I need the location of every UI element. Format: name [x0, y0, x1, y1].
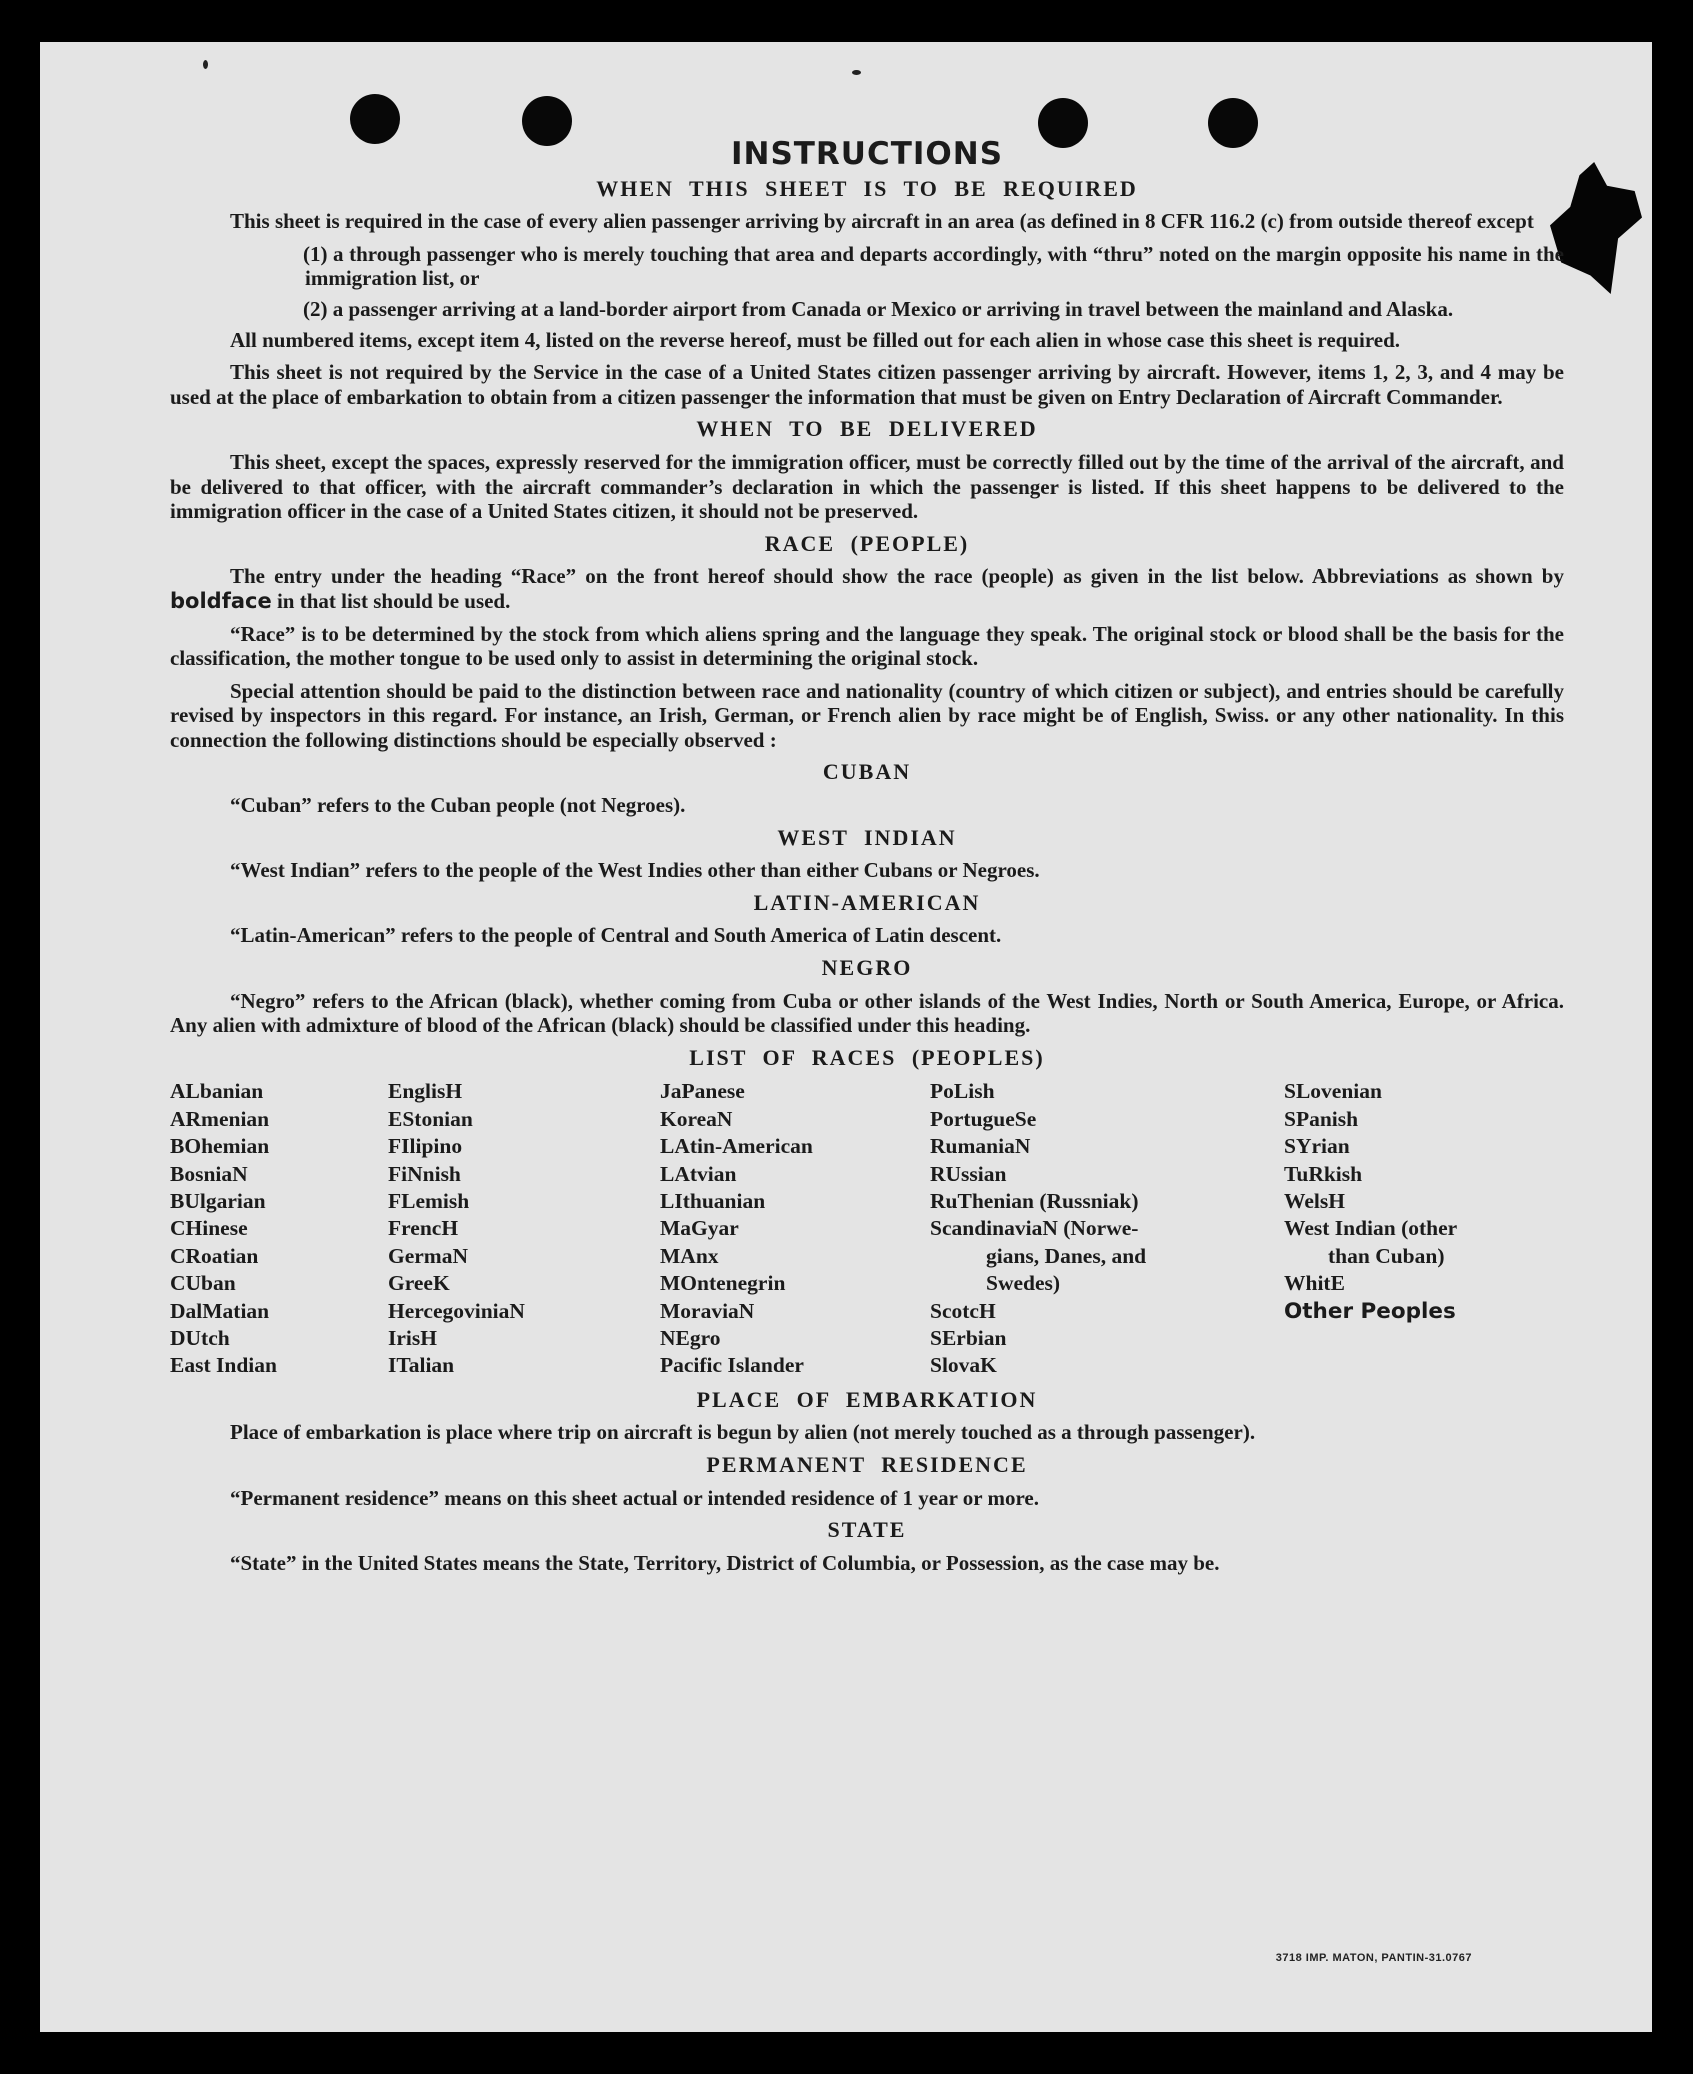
- race-entry: CRoatian: [170, 1243, 259, 1268]
- race-entry: GermaN: [388, 1243, 468, 1268]
- paragraph: This sheet, except the spaces, expressly reserved for the immigration officer, must be correctly filled out by the time of the arrival of the aircraft, and be delivered to that officer, with the aircraft commander’s declaration in which the passenger is listed. If this sheet happens to be delivered to the immigration officer in the case of a United States citizen, it should not be preserved.: [170, 449, 1564, 524]
- race-entry: Other Peoples: [1284, 1298, 1456, 1324]
- race-entry: West Indian (other: [1284, 1216, 1458, 1241]
- paragraph: “Race” is to be determined by the stock from which aliens spring and the language they speak. The original stock or blood shall be the basis for the classification, the mother tongue to be used only to assist in determining the original stock.: [170, 621, 1564, 671]
- race-entry: BOhemian: [170, 1134, 270, 1159]
- punch-hole: [1208, 98, 1258, 148]
- race-entry: PortugueSe: [930, 1106, 1037, 1131]
- race-entry: BosniaN: [170, 1161, 248, 1186]
- paragraph: “Cuban” refers to the Cuban people (not Negroes).: [230, 793, 686, 818]
- paragraph: “Latin-American” refers to the people of Central and South America of Latin descent.: [230, 923, 1002, 948]
- race-entry: KoreaN: [660, 1106, 733, 1131]
- heading-delivered: WHEN TO BE DELIVERED: [696, 416, 1038, 442]
- races-column: [660, 1078, 930, 1379]
- race-entry-continued: than Cuban): [1328, 1243, 1445, 1268]
- race-entry: RuThenian (Russniak): [930, 1189, 1139, 1214]
- race-entry: GreeK: [388, 1271, 450, 1296]
- race-entry: DalMatian: [170, 1298, 270, 1323]
- race-entry: BUlgarian: [170, 1189, 266, 1214]
- document-page: [40, 42, 1652, 2032]
- heading-negro: NEGRO: [821, 955, 913, 981]
- ink-speck: [203, 60, 208, 69]
- punch-hole: [1038, 98, 1088, 148]
- ink-speck: [852, 70, 861, 75]
- page-title: INSTRUCTIONS: [730, 136, 1004, 172]
- heading-list-of-races: LIST OF RACES (PEOPLES): [689, 1044, 1045, 1070]
- race-entry: RumaniaN: [930, 1134, 1031, 1159]
- race-entry: East Indian: [170, 1353, 277, 1378]
- printer-imprint: 3718 IMP. MATON, PANTIN-31.0767: [1275, 1952, 1472, 1964]
- race-entry: IrisH: [388, 1326, 437, 1351]
- race-entry: ARmenian: [170, 1106, 270, 1131]
- boldface-word: boldface: [170, 588, 272, 613]
- paragraph: “Negro” refers to the African (black), whether coming from Cuba or other islands of the West Indies, North or South America, Europe, or Africa. Any alien with admixture of blood of the African (black) should be classified under this heading.: [170, 988, 1564, 1038]
- race-entry: ScotcH: [930, 1298, 996, 1323]
- race-entry-continued: Swedes): [986, 1271, 1061, 1296]
- race-entry: CUban: [170, 1271, 236, 1296]
- list-item: (1) a through passenger who is merely touching that area and departs accordingly, with “thru” noted on the margin opposite his name in the immigration list, or: [303, 241, 1564, 291]
- text-run: The entry under the heading “Race” on the front hereof should show the race (people) as given in the list below. Abbreviations as shown by: [230, 564, 1564, 589]
- races-list: [170, 1078, 1564, 1379]
- race-entry: EnglisH: [388, 1079, 463, 1104]
- paragraph: This sheet is required in the case of every alien passenger arriving by aircraft in an area (as defined in 8 CFR 116.2 (c) from outside thereof except: [230, 209, 1534, 234]
- race-entry: MAnx: [660, 1243, 719, 1268]
- paragraph: [170, 564, 1564, 613]
- races-column: [1284, 1078, 1544, 1379]
- punch-hole: [522, 96, 572, 146]
- race-entry: FrencH: [388, 1216, 459, 1241]
- paragraph: “Permanent residence” means on this sheet actual or intended residence of 1 year or more.: [230, 1485, 1039, 1510]
- race-entry-continued: gians, Danes, and: [986, 1243, 1147, 1268]
- races-column: [930, 1078, 1284, 1379]
- heading-race: RACE (PEOPLE): [764, 530, 970, 556]
- race-entry: CHinese: [170, 1216, 248, 1241]
- paragraph: “State” in the United States means the State, Territory, District of Columbia, or Possession, as the case may be.: [230, 1550, 1220, 1575]
- heading-embarkation: PLACE OF EMBARKATION: [696, 1386, 1038, 1412]
- heading-required: WHEN THIS SHEET IS TO BE REQUIRED: [596, 175, 1138, 201]
- paragraph: All numbered items, except item 4, listed on the reverse hereof, must be filled out for each alien in whose case this sheet is required.: [230, 327, 1401, 352]
- race-entry: HercegoviniaN: [388, 1298, 525, 1323]
- text-run: in that list should be used.: [276, 588, 511, 613]
- race-entry: FLemish: [388, 1189, 470, 1214]
- race-entry: FiNnish: [388, 1161, 461, 1186]
- punch-hole: [350, 94, 400, 144]
- race-entry: EStonian: [388, 1106, 473, 1131]
- race-entry: FIlipino: [388, 1134, 463, 1159]
- race-entry: NEgro: [660, 1326, 721, 1351]
- race-entry: ALbanian: [170, 1079, 264, 1104]
- race-entry: ITalian: [388, 1353, 455, 1378]
- heading-state: STATE: [827, 1517, 907, 1543]
- heading-latin-american: LATIN-AMERICAN: [753, 889, 981, 915]
- heading-permanent-residence: PERMANENT RESIDENCE: [706, 1452, 1028, 1478]
- race-entry: LAtvian: [660, 1161, 737, 1186]
- race-entry: Pacific Islander: [660, 1353, 804, 1378]
- race-entry: SPanish: [1284, 1106, 1359, 1131]
- list-item: (2) a passenger arriving at a land-border airport from Canada or Mexico or arriving in travel between the mainland and Alaska.: [303, 296, 1454, 321]
- instructions-content: [170, 136, 1564, 1583]
- paragraph: Place of embarkation is place where trip on aircraft is begun by alien (not merely touched as a through passenger).: [230, 1420, 1256, 1445]
- paragraph: “West Indian” refers to the people of the West Indies other than either Cubans or Negroes.: [230, 858, 1040, 883]
- heading-cuban: CUBAN: [822, 759, 912, 785]
- race-entry: SErbian: [930, 1326, 1007, 1351]
- race-entry: DUtch: [170, 1326, 230, 1351]
- race-entry: MoraviaN: [660, 1298, 755, 1323]
- races-column: [170, 1078, 388, 1379]
- race-entry: LAtin-American: [660, 1134, 813, 1159]
- race-entry: SYrian: [1284, 1134, 1350, 1159]
- races-column: [388, 1078, 660, 1379]
- paragraph: Special attention should be paid to the distinction between race and nationality (country of which citizen or subject), and entries should be carefully revised by inspectors in this regard. For instance, an Irish, German, or French alien by race might be of English, Swiss. or any other nationality. In this connection the following distinctions should be especially observed :: [170, 678, 1564, 752]
- race-entry: RUssian: [930, 1161, 1007, 1186]
- paragraph: This sheet is not required by the Service in the case of a United States citizen passenger arriving by aircraft. However, items 1, 2, 3, and 4 may be used at the place of embarkation to obtain from a citizen passenger the information that must be given on Entry Declaration of Aircraft Commander.: [170, 360, 1564, 409]
- race-entry: MaGyar: [660, 1216, 739, 1241]
- race-entry: PoLish: [930, 1079, 995, 1104]
- race-entry: MOntenegrin: [660, 1271, 786, 1296]
- race-entry: SLovenian: [1284, 1079, 1382, 1104]
- heading-west-indian: WEST INDIAN: [777, 824, 957, 850]
- race-entry: LIthuanian: [660, 1189, 766, 1214]
- race-entry: TuRkish: [1284, 1161, 1363, 1186]
- race-entry: ScandinaviaN (Norwe-: [930, 1216, 1139, 1241]
- race-entry: WhitE: [1284, 1271, 1345, 1296]
- race-entry: WelsH: [1284, 1189, 1345, 1214]
- race-entry: JaPanese: [660, 1079, 745, 1104]
- race-entry: SlovaK: [930, 1353, 997, 1378]
